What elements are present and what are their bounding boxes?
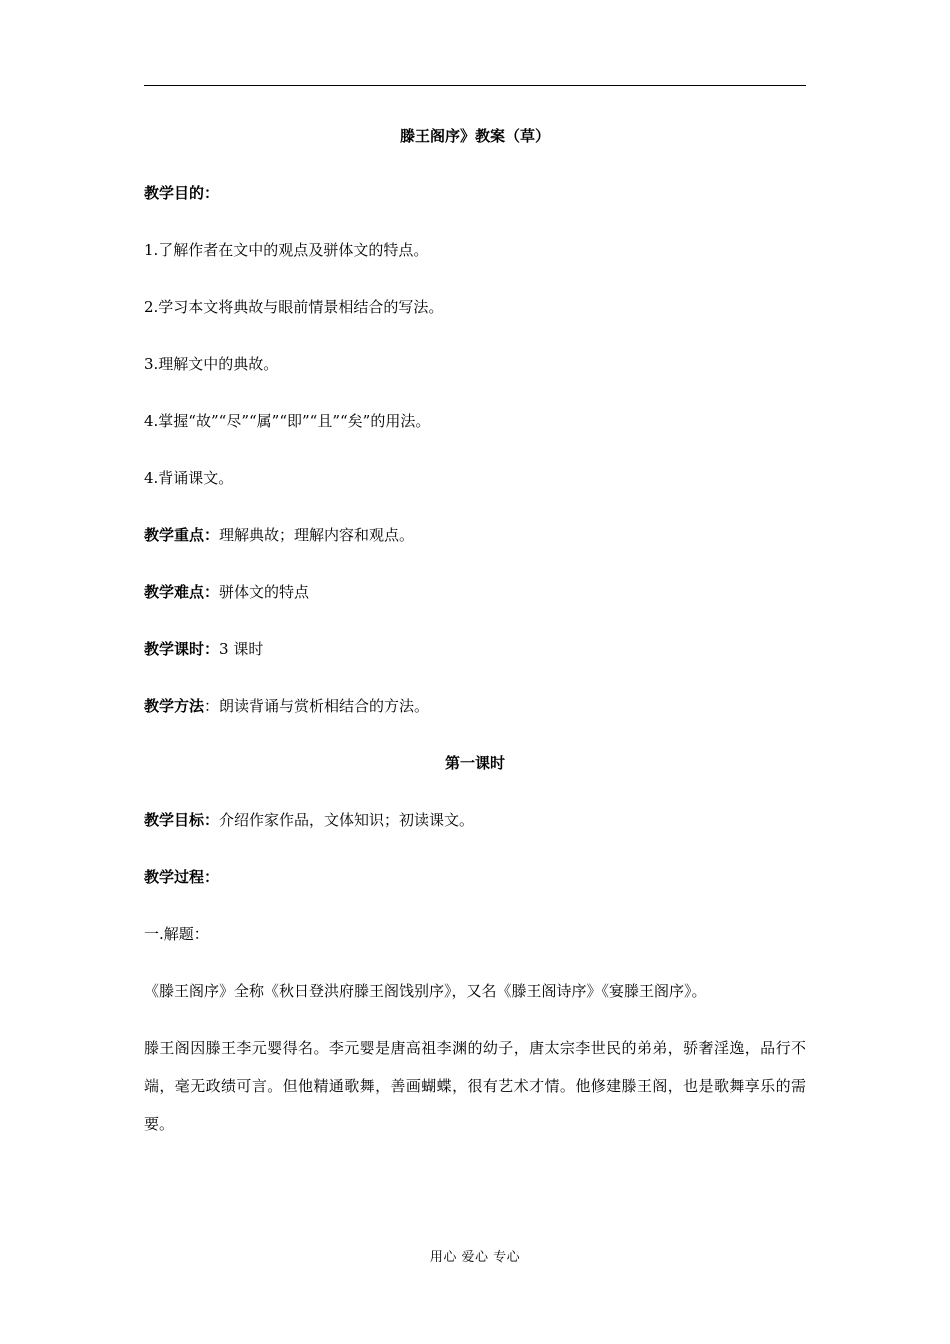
intro-paragraph: 《滕王阁序》全称《秋日登洪府滕王阁饯别序》，又名《滕王阁诗序》《宴滕王阁序》。 [144, 982, 707, 1000]
hours-value: 3 课时 [219, 640, 264, 658]
objective-item: 2.学习本文将典故与眼前情景相结合的写法。 [144, 298, 444, 316]
document-body [144, 124, 806, 1143]
difficulties-label: 教学难点： [144, 583, 220, 601]
objectives-heading: 教学目的： [144, 184, 220, 202]
objective-item: 3.理解文中的典故。 [144, 355, 279, 373]
section-heading: 一.解题： [144, 925, 209, 943]
methods-row [144, 694, 806, 718]
methods-colon: ： [204, 697, 220, 715]
methods-value: 朗读背诵与赏析相结合的方法。 [219, 697, 430, 715]
difficulties-value: 骈体文的特点 [219, 583, 310, 601]
objective-item: 4.背诵课文。 [144, 469, 234, 487]
methods-label: 教学方法 [144, 697, 205, 715]
hours-row [144, 637, 806, 661]
key-points-row [144, 523, 806, 547]
lesson-goal-value: 介绍作家作品，文体知识；初读课文。 [219, 811, 475, 829]
document-title: 滕王阁序》教案（草） [399, 127, 550, 145]
lesson-title: 第一课时 [444, 754, 505, 772]
difficulties-row [144, 580, 806, 604]
background-paragraph: 滕王阁因滕王李元婴得名。李元婴是唐高祖李渊的幼子，唐太宗李世民的弟弟，骄奢淫逸，品行不端，毫无政绩可言。但他精通歌舞，善画蝴蝶，很有艺术才情。他修建滕王阁，也是歌舞享乐的需要。 [144, 1039, 806, 1133]
process-heading: 教学过程： [144, 868, 220, 886]
key-points-label: 教学重点： [144, 526, 220, 544]
objective-item: 4.掌握“故”“尽”“属”“即”“且”“矣”的用法。 [144, 412, 431, 430]
header-rule [144, 85, 806, 86]
lesson-goal-label: 教学目标： [144, 811, 220, 829]
objective-item: 1.了解作者在文中的观点及骈体文的特点。 [144, 241, 429, 259]
lesson-goal-row [144, 808, 806, 832]
key-points-value: 理解典故；理解内容和观点。 [219, 526, 415, 544]
page-footer: 用心 爱心 专心 [429, 1250, 521, 1265]
hours-label: 教学课时： [144, 640, 220, 658]
